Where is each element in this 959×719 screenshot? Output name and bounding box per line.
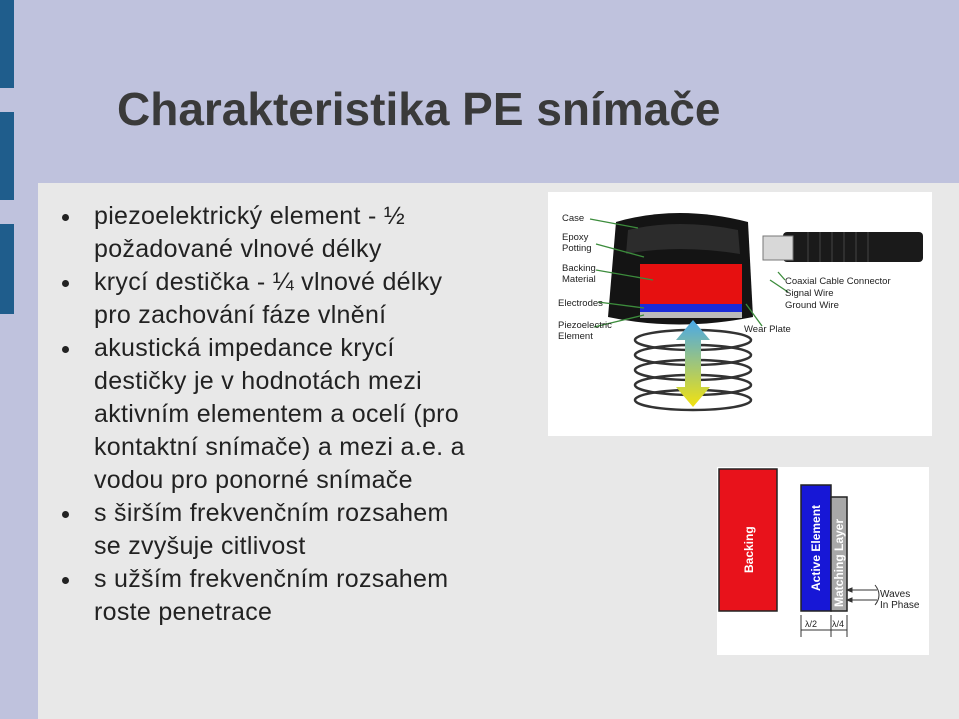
bullet-text-line: krycí destička - ¼ vlnové délky xyxy=(94,268,443,296)
label-epoxy: Epoxy xyxy=(562,232,589,243)
bullet-dot xyxy=(62,280,69,287)
bullet-dot xyxy=(62,346,69,353)
label-potting: Potting xyxy=(562,243,592,254)
half-wavelength-label: λ/2 xyxy=(805,619,818,629)
bullet-text-line: aktivním elementem a ocelí (pro xyxy=(94,400,460,428)
bullet-dot xyxy=(62,511,69,518)
bullet-text-line: pro zachování fáze vlnění xyxy=(94,301,387,329)
label-piezoelectric: Piezoelectric xyxy=(558,320,612,331)
in-phase-label: In Phase xyxy=(880,600,920,611)
bullet-text-line: akustická impedance krycí xyxy=(94,334,395,362)
label-electrodes: Electrodes xyxy=(558,298,603,309)
decoration-bar xyxy=(0,112,14,200)
bullet-item xyxy=(62,332,552,497)
bullet-dot xyxy=(62,577,69,584)
active-element-label: Active Element xyxy=(809,504,823,591)
slide-title: Charakteristika PE snímače xyxy=(117,83,721,135)
label-wear-plate: Wear Plate xyxy=(744,324,791,335)
bullet-list xyxy=(62,200,552,629)
bullet-text-line: roste penetrace xyxy=(94,598,273,626)
bullet-text-line: destičky je v hodnotách mezi xyxy=(94,367,423,395)
backing-label: Backing xyxy=(742,526,756,573)
bullet-text-line: piezoelektrický element - ½ xyxy=(94,202,406,230)
label-material: Material xyxy=(562,274,596,285)
label-backing: Backing xyxy=(562,263,596,274)
bullet-text-line: kontaktní snímače) a mezi a.e. a xyxy=(94,433,465,461)
transducer-diagram xyxy=(548,192,932,436)
label-element: Element xyxy=(558,331,593,342)
layer-diagram xyxy=(717,467,929,655)
decoration-bar xyxy=(0,0,14,88)
bullet-text-line: s užším frekvenčním rozsahem xyxy=(94,565,449,593)
bullet-text-line: se zvyšuje citlivost xyxy=(94,532,306,560)
decoration-bar xyxy=(0,224,14,314)
bullet-text-line: požadované vlnové délky xyxy=(94,235,382,263)
quarter-wavelength-label: λ/4 xyxy=(832,619,845,629)
bullet-text-line: s širším frekvenčním rozsahem xyxy=(94,499,449,527)
waves-label: Waves xyxy=(880,589,911,600)
left-decoration-strip xyxy=(0,0,38,719)
matching-layer-label: Matching Layer xyxy=(832,518,846,607)
label-signal-wire: Signal Wire xyxy=(785,288,834,299)
bullet-item xyxy=(62,497,552,563)
bullet-dot xyxy=(62,214,69,221)
label-ground-wire: Ground Wire xyxy=(785,300,839,311)
bullet-item xyxy=(62,200,552,266)
bullet-text-line: vodou pro ponorné snímače xyxy=(94,466,413,494)
label-coaxial-connector: Coaxial Cable Connector xyxy=(785,276,891,287)
bullet-item xyxy=(62,266,552,332)
bullet-item xyxy=(62,563,552,629)
label-case: Case xyxy=(562,213,585,224)
